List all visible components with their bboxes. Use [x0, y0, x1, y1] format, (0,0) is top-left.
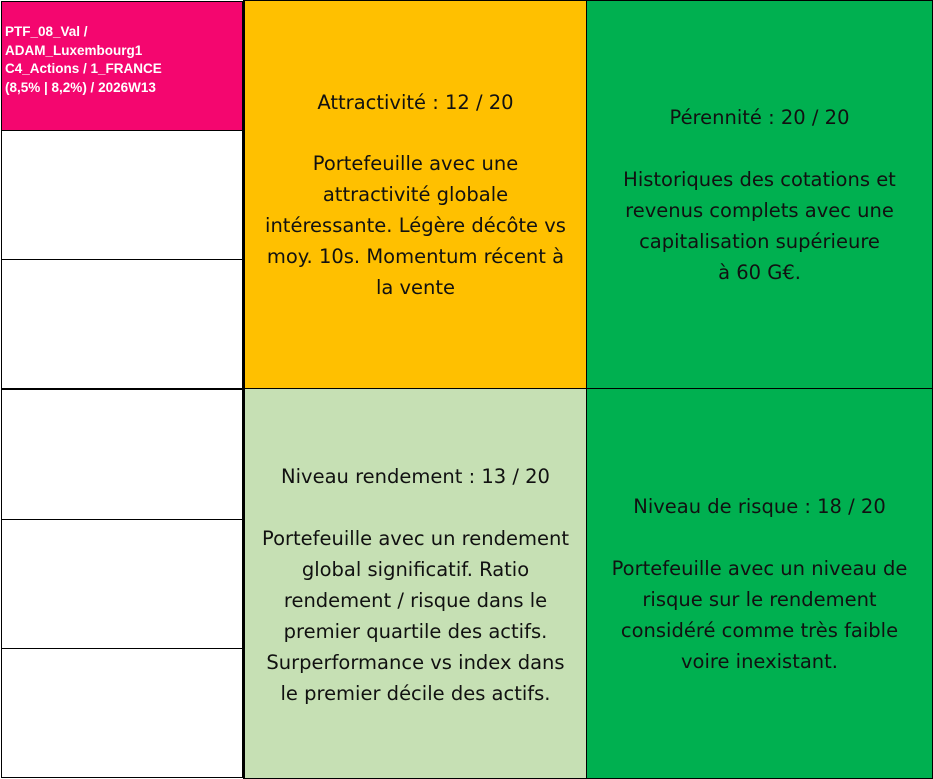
perennite-title: Pérennité : 20 / 20 — [669, 105, 850, 129]
attractivite-title: Attractivité : 12 / 20 — [317, 90, 514, 114]
description-line: attractivité globale — [322, 182, 509, 206]
attractivite-description — [265, 148, 566, 303]
description-line: considéré comme très faible — [620, 618, 899, 642]
empty-cell[interactable] — [1, 519, 243, 649]
empty-cell[interactable] — [1, 259, 243, 389]
header-line: ADAM_Luxembourg1 — [5, 42, 143, 58]
rendement-description — [262, 523, 569, 709]
description-line: le premier décile des actifs. — [280, 681, 551, 705]
description-line: global significatif. Ratio — [301, 557, 530, 581]
description-line: Portefeuille avec un niveau de — [611, 556, 908, 580]
description-line: Surperformance vs index dans — [266, 650, 565, 674]
description-line: revenus complets avec une — [625, 198, 894, 222]
empty-cell[interactable] — [1, 389, 243, 520]
description-line: Historiques des cotations et — [623, 167, 896, 191]
description-line: risque sur le rendement — [642, 587, 877, 611]
description-line: Portefeuille avec une — [312, 151, 519, 175]
description-line: Portefeuille avec un rendement — [262, 526, 569, 550]
rendement-panel[interactable] — [243, 388, 587, 779]
header-line: (8,5% | 8,2%) / 2026W13 — [5, 79, 156, 95]
risque-title: Niveau de risque : 18 / 20 — [633, 494, 886, 518]
risque-panel[interactable] — [586, 388, 933, 779]
risque-description — [612, 553, 908, 677]
attractivite-panel[interactable] — [243, 0, 587, 389]
description-line: capitalisation supérieure — [639, 229, 880, 253]
rendement-title: Niveau rendement : 13 / 20 — [281, 464, 550, 488]
portfolio-header-cell[interactable] — [1, 1, 243, 131]
header-line: PTF_08_Val / — [5, 24, 88, 39]
header-line: C4_Actions / 1_FRANCE — [5, 61, 162, 76]
description-line: à 60 G€. — [718, 260, 801, 284]
description-line: premier quartile des actifs. — [283, 619, 548, 643]
perennite-description — [623, 164, 896, 288]
empty-cell[interactable] — [1, 130, 243, 260]
description-line: la vente — [375, 275, 456, 299]
description-line: rendement / risque dans le — [283, 588, 548, 612]
description-line: intéressante. Légère décôte vs — [265, 213, 566, 237]
description-line: moy. 10s. Momentum récent à — [266, 244, 565, 268]
empty-cell[interactable] — [1, 648, 243, 778]
perennite-panel[interactable] — [586, 0, 933, 389]
description-line: voire inexistant. — [680, 649, 839, 673]
